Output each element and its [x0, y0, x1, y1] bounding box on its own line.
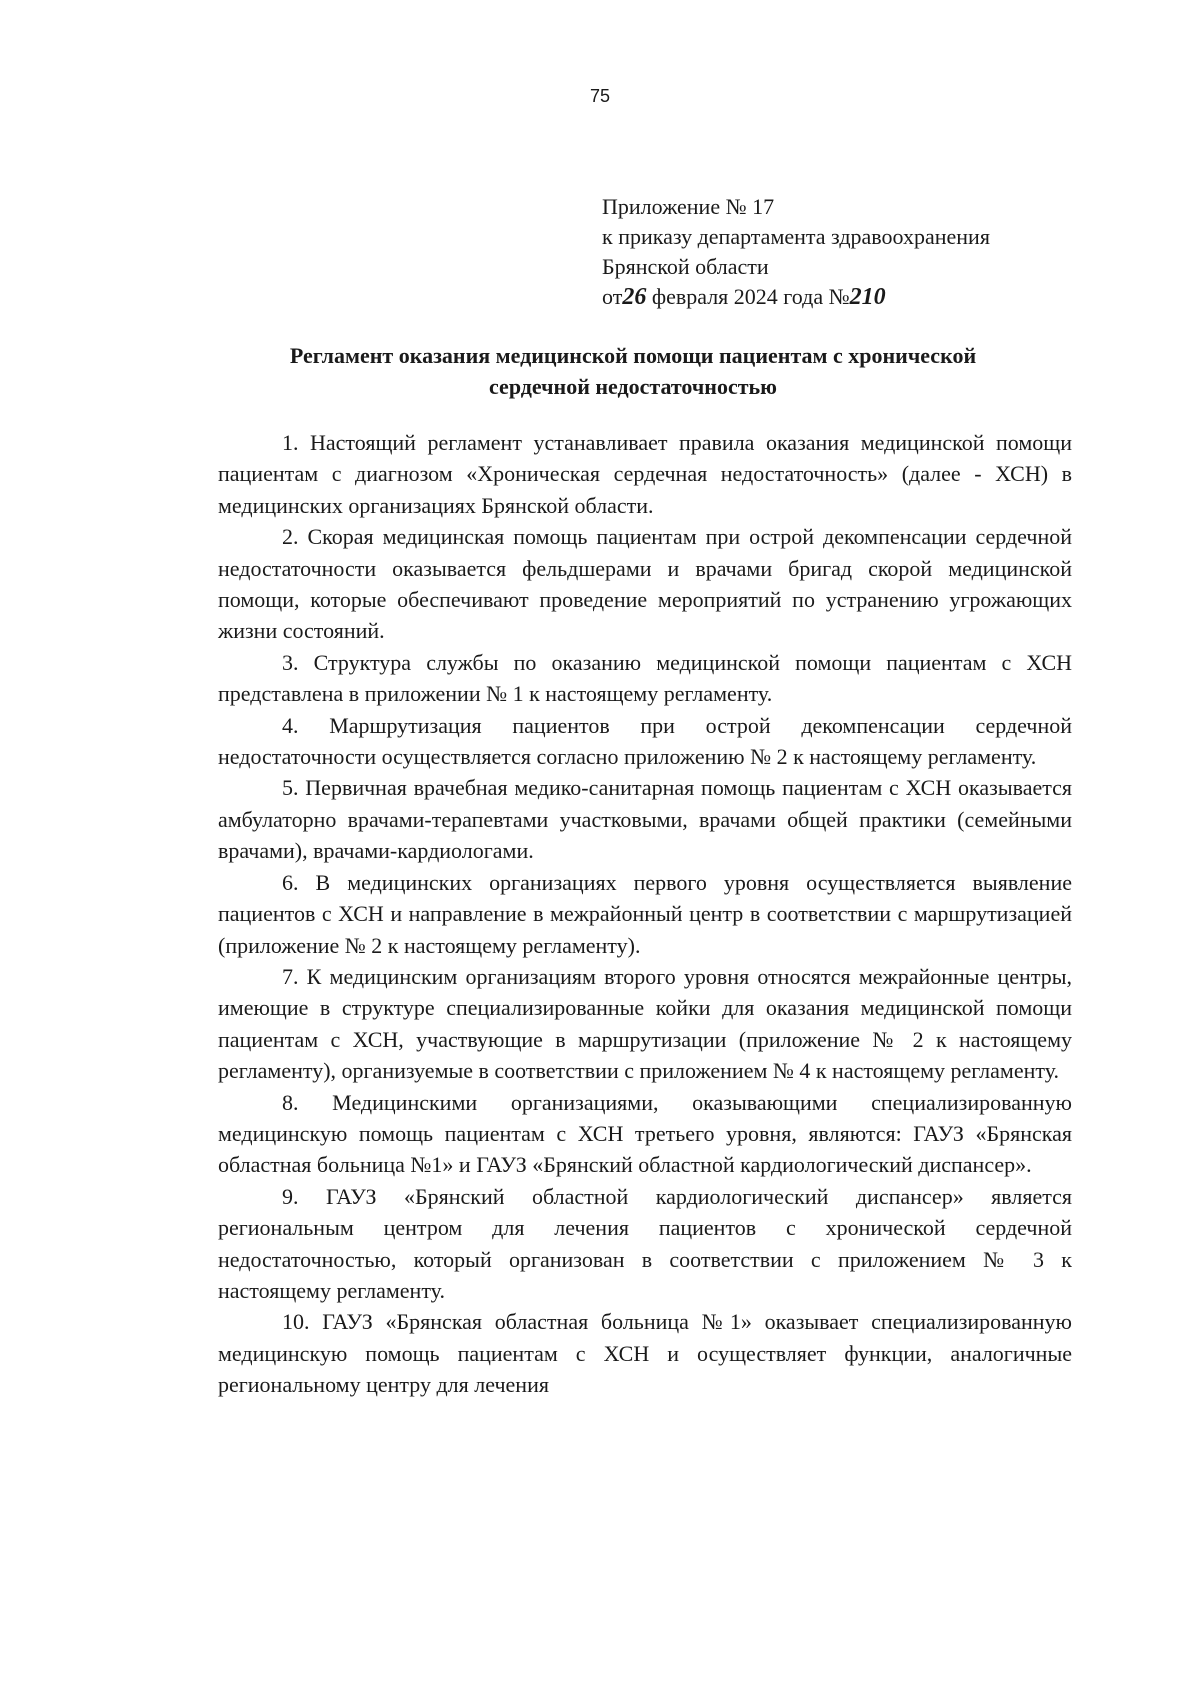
date-month-year: февраля 2024 года № [646, 284, 850, 309]
paragraph-6: 6. В медицинских организациях первого уровня осуществляется выявление пациентов с ХСН и направление в межрайонный центр в соответствии с маршрутизацией (приложение № 2 к настоящему регламенту). [218, 869, 1072, 958]
appendix-date-line [602, 282, 1122, 312]
paragraph-2: 2. Скорая медицинская помощь пациентам при острой декомпенсации сердечной недостаточности оказывается фельдшерами и врачами бригад скорой медицинской помощи, которые обеспечивают проведение мероприятий по устранению угрожающих жизни состояний. [218, 524, 1072, 644]
date-day-handwritten: 26 [622, 284, 647, 310]
appendix-region: Брянской области [602, 254, 769, 279]
paragraph-3: 3. Структура службы по оказанию медицинской помощи пациентам с ХСН представлена в приложении № 1 к настоящему регламенту. [218, 649, 1072, 707]
document-title [212, 340, 1054, 402]
paragraph-10: 10. ГАУЗ «Брянская областная больница №1» оказывает специализированную медицинскую помощь пациентам с ХСН и осуществляет функции, аналогичные региональному центру для лечения [218, 1309, 1072, 1398]
title-line-2: сердечной недостаточностью [489, 374, 777, 399]
appendix-order-ref: к приказу департамента здравоохранения [602, 224, 990, 249]
paragraph-4: 4. Маршрутизация пациентов при острой декомпенсации сердечной недостаточности осуществляется согласно приложению № 2 к настоящему регламенту. [218, 712, 1072, 770]
paragraph-1: 1. Настоящий регламент устанавливает правила оказания медицинской помощи пациентам с диагнозом «Хроническая сердечная недостаточность» (далее - ХСН) в медицинских организациях Брянской области. [218, 430, 1072, 518]
paragraph-7: 7. К медицинским организациям второго уровня относятся межрайонные центры, имеющие в структуре специализированные койки для оказания медицинской помощи пациентам с ХСН, участвующие в маршрутизации (приложение № 2 к настоящему регламенту), организуемые в соответствии с приложением № 4 к настоящему регламенту. [218, 963, 1072, 1084]
appendix-number: Приложение № 17 [602, 194, 775, 219]
paragraph-9: 9. ГАУЗ «Брянский областной кардиологический диспансер» является региональным центром для лечения пациентов с хронической сердечной недостаточностью, который организован в соответствии с приложением № 3 к настоящему регламенту. [218, 1183, 1072, 1303]
title-line-1: Регламент оказания медицинской помощи пациентам с хронической [289, 343, 977, 368]
order-number-handwritten: 210 [849, 284, 886, 310]
paragraph-8: 8. Медицинскими организациями, оказывающими специализированную медицинскую помощь пациентам с ХСН третьего уровня, являются: ГАУЗ «Брянская областная больница №1» и ГАУЗ «Брянский областной кардиологический диспансер». [218, 1089, 1072, 1178]
page-number: 75 [589, 86, 611, 106]
paragraph-5: 5. Первичная врачебная медико-санитарная помощь пациентам с ХСН оказывается амбулаторно врачами-терапевтами участковыми, врачами общей практики (семейными врачами), врачами-кардиологами. [218, 775, 1072, 864]
document-body [218, 427, 1072, 1401]
date-prefix: от [602, 284, 623, 309]
appendix-header [602, 192, 1122, 312]
